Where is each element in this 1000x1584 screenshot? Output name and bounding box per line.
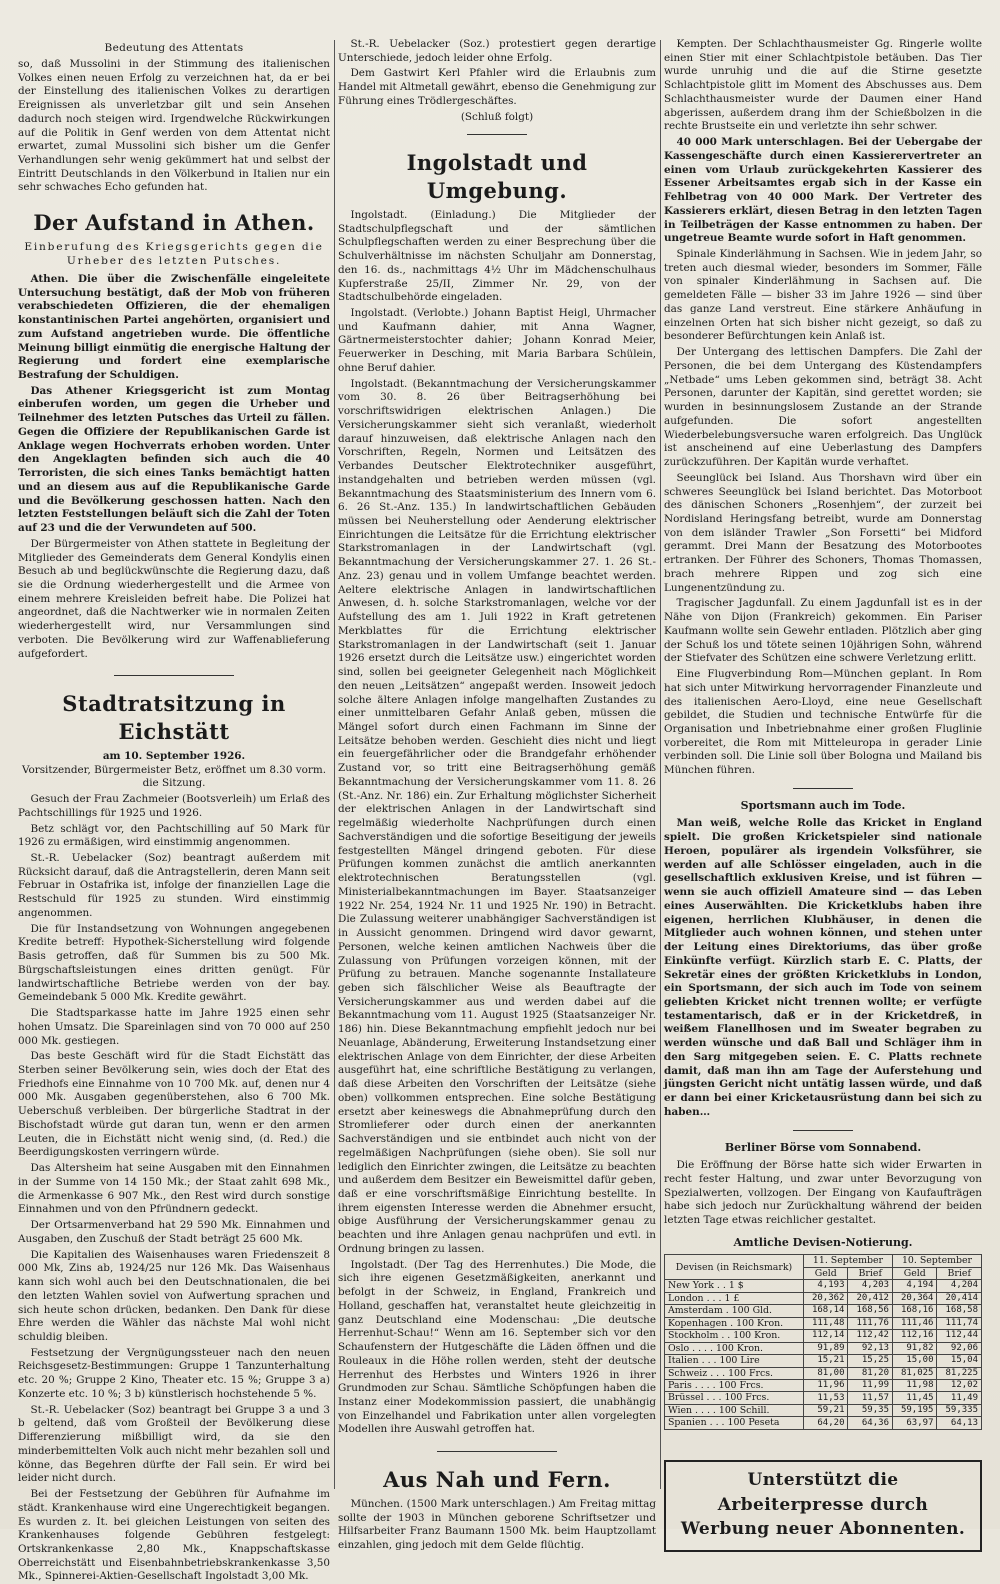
rate-cell: 112,16: [892, 1330, 937, 1342]
currency-cell: Wien . . . . 100 Schill.: [665, 1404, 804, 1416]
table-row: [665, 1355, 982, 1367]
column-rule-left: [334, 40, 335, 1489]
table-header-devisen: Devisen (in Reichsmark): [665, 1255, 804, 1280]
stadtrat-paragraph: Der Ortsarmenverband hat 29 590 Mk. Einnahmen und Ausgaben, den Zuschuß der Stadt beträgt 25 600 Mk.: [18, 1219, 330, 1245]
rate-cell: 168,16: [892, 1305, 937, 1317]
rate-cell: 92,06: [937, 1342, 982, 1354]
rate-cell: 92,13: [848, 1342, 893, 1354]
rate-cell: 112,14: [803, 1330, 848, 1342]
table-header-brief: Brief: [937, 1267, 982, 1279]
table-row: [665, 1330, 982, 1342]
rate-cell: 64,13: [937, 1417, 982, 1429]
currency-cell: Brüssel . . . 100 Frcs.: [665, 1392, 804, 1404]
athen-paragraph-2: Das Athener Kriegsgericht ist zum Montag einberufen worden, um gegen die Urheber und Teilnehmer des letzten Putsches das Urteil zu fällen. Gegen die Offiziere der Republikanischen Garde ist Anklage wegen Hochverrats erhoben worden. Unter den Angeklagten befinden sich auch die 40 Terroristen, die sich eines Tanks bemächtigt hatten und an diesem aus auf die Republikanische Garde und die Bevölkerung geschossen hatten. Nach den letzten Feststellungen beläuft sich die Zahl der Toten auf 23 und die der Verwundeten auf 500.: [18, 384, 330, 535]
article-separator: [467, 134, 527, 135]
article-separator: [793, 788, 853, 789]
rate-cell: 20,362: [803, 1292, 848, 1304]
rate-cell: 63,97: [892, 1417, 937, 1429]
island-paragraph: Seeunglück bei Island. Aus Thorshavn wird über ein schweres Seeunglück bei Island berichtet. Das Motorboot des dänischen Schoners „Rosenhjem“, der zurzeit bei Nordisland Heringsfang betreibt, wurde am Donnerstag von dem isländer Trawler „Son Forsetti“ bei Midford gerammt. Drei Mann der Besatzung des Motorbootes ertranken. Der Führer des Schoners, Thomas Thomassen, brach mehrere Rippen und zog sich eine Lungenentzündung zu.: [664, 471, 982, 594]
rate-cell: 20,364: [892, 1292, 937, 1304]
stadtrat-paragraph: Die Kapitalien des Waisenhauses waren Friedenszeit 8 000 Mk, Zins ab, 1924/25 nur 126 Mk. Das Waisenhaus kann sich wohl auch bei den Deutschnationalen, die bei den letzten Wahlen soviel von Aufwertung sprachen und sich heute schon drücken, bedanken. Den Dank für diese Ehre werden die Wähler das nächste Mal wohl nicht schuldig bleiben.: [18, 1248, 330, 1343]
article-separator: [793, 1130, 853, 1131]
table-row: [665, 1392, 982, 1404]
stadtrat-paragraph: Die Stadtsparkasse hatte im Jahre 1925 einen sehr hohen Umsatz. Die Spareinlagen sind von 70 000 auf 250 000 Mk. gestiegen.: [18, 1007, 330, 1047]
ingolstadt-headline: Ingolstadt und Umgebung.: [406, 150, 588, 204]
rate-cell: 81,00: [803, 1367, 848, 1379]
promo-line-2: Werbung neuer Abonnenten.: [680, 1519, 966, 1540]
ingolstadt-paragraph: Ingolstadt. (Einladung.) Die Mitglieder der Stadtschulpflegschaft und der sämtlichen Schulpflegschaften werden zu einer Besprechung über die Schulverhältnisse im nächsten Schuljahr am Donnerstag, den 16. ds., nachmittags 4½ Uhr im Mädchenschulhaus Kupferstraße 25/II, Zimmer Nr. 29, von der Stadtschulbehörde eingeladen.: [338, 208, 656, 304]
column-1: [18, 38, 330, 1583]
currency-cell: Paris . . . . 100 Frcs.: [665, 1379, 804, 1391]
to-be-continued: (Schluß folgt): [460, 110, 534, 123]
muenchen-paragraph: München. (1500 Mark unterschlagen.) Am Freitag mittag sollte der 1903 in München geborene Schriftsetzer und Hilfsarbeiter Franz Baumann 1500 Mk. beim Hauptzollamt einzahlen, ging jedoch mit dem Gelde flüchtig.: [338, 1497, 656, 1552]
rate-cell: 112,42: [848, 1330, 893, 1342]
attentat-headline: Bedeutung des Attentats: [104, 42, 244, 54]
rate-cell: 11,96: [803, 1379, 848, 1391]
ingolstadt-paragraph: Ingolstadt. (Verlobte.) Johann Baptist Heigl, Uhrmacher und Kaufmann dahier, mit Anna Wagner, Gärtnermeisterstochter dahier; Johann Konrad Meier, Feuerwerker in Desching, mit Maria Barbara Schülein, ohne Beruf dahier.: [338, 306, 656, 374]
rate-cell: 11,99: [848, 1379, 893, 1391]
devisen-table: [664, 1254, 982, 1430]
boerse-headline: Berliner Börse vom Sonnabend.: [724, 1140, 922, 1154]
rate-cell: 81,20: [848, 1367, 893, 1379]
rate-cell: 168,14: [803, 1305, 848, 1317]
athen-paragraph-3: Der Bürgermeister von Athen stattete in Begleitung der Mitglieder des Gemeinderats dem General Kondylis einen Besuch ab und beglückwünschte die Regierung dazu, daß sie die Ordnung wiederhergestellt und die Armee von einem mehrere Kreisleiden befreit habe. Die Polizei hat angeordnet, daß die Nachtwerker wie in normalen Zeiten wiederhergestellt wird, nur Versammlungen sind verboten. Die Bevölkerung wird zur Waffenablieferung aufgefordert.: [18, 537, 330, 660]
table-row: [665, 1367, 982, 1379]
rate-cell: 11,98: [892, 1379, 937, 1391]
stadtrat-paragraph: Betz schlägt vor, den Pachtschilling auf 50 Mark für 1926 zu ermäßigen, wird einstimmig angenommen.: [18, 822, 330, 849]
rate-cell: 112,44: [937, 1330, 982, 1342]
table-header-geld: Geld: [803, 1267, 848, 1279]
currency-cell: Oslo . . . . 100 Kron.: [665, 1342, 804, 1354]
table-header-geld: Geld: [892, 1267, 937, 1279]
sportsmann-paragraph: Man weiß, welche Rolle das Kricket in England spielt. Die großen Kricketspieler sind nationale Heroen, populärer als irgendein Volksführer, sie werden auf alle Schlösser eingeladen, auch in die gesellschaftlich exklusiven Kreise, und ist führen — wenn sie auch offiziell Amateure sind — das Leben eines Auserwählten. Die Kricketklubs haben ihre eigenen, herrlichen Klubhäuser, in denen die Mitglieder auch wohnen können, und stehen unter der Leitung eines Direktoriums, das über große Einkünfte verfügt. Kürzlich starb E. C. Platts, der Sekretär eines der größten Kricketklubs in London, ein Sportsmann, der sich auch im Tode von seinem geliebten Kricket nicht trennen wollte; er verfügte testamentarisch, daß er in der Kricketdreß, in weißem Flanellhosen und im Sweater begraben zu werden wünsche und daß Ball und Schläger ihm in den Sarg mitgegeben seien. E. C. Platts rechnete damit, daß man ihn am Tage der Auferstehung und jüngsten Gericht nicht untätig lassen würde, und daß er dann bei einer Kricketausrüstung dann bei sich zu haben…: [664, 817, 982, 1118]
currency-cell: New York . . 1 $: [665, 1280, 804, 1292]
devisen-table-body: [665, 1280, 982, 1430]
table-row: [665, 1317, 982, 1329]
table-row: [665, 1404, 982, 1416]
rate-cell: 168,58: [937, 1305, 982, 1317]
rate-cell: 4,194: [892, 1280, 937, 1292]
rate-cell: 111,74: [937, 1317, 982, 1329]
currency-cell: Stockholm . . 100 Kron.: [665, 1330, 804, 1342]
devisen-headline: Amtliche Devisen-Notierung.: [733, 1235, 913, 1249]
stadtrat-headline: Stadtratsitzung in Eichstätt: [62, 691, 286, 745]
table-row: [665, 1342, 982, 1354]
stadtrat-paragraph: Das Altersheim hat seine Ausgaben mit den Einnahmen in der Summe von 14 150 Mk.; der Staat zahlt 698 Mk., die Armenkasse 6 907 Mk., den Rest wird durch sonstige Einnahmen und von den Pfründnern gedeckt.: [18, 1162, 330, 1216]
currency-cell: Spanien . . . 100 Peseta: [665, 1417, 804, 1429]
stadtrat-continued: Dem Gastwirt Kerl Pfahler wird die Erlaubnis zum Handel mit Altmetall gewährt, ebenso die Genehmigung zur Führung eines Trödlergeschäftes.: [338, 67, 656, 107]
ingolstadt-paragraph: Ingolstadt. (Bekanntmachung der Versicherungskammer vom 30. 8. 26 über Beitragserhöhung bei vorschriftswidrigen elektrischen Anlagen.) Die Versicherungskammer sieht sich veranlaßt, wiederholt darauf hinzuweisen, daß elektrische Anlagen nach den Vorschriften, Regeln, Normen und Leitsätzen des Verbandes Deutscher Elektrotechniker ausgeführt, instandgehalten und betrieben werden müssen (vgl. Bekanntmachung des Staatsministerium des Innern vom 6. 6. 26 St.-Anz. 135.) In landwirtschaftlichen Gebäuden müssen bei Neuherstellung oder Aenderung elektrischer Einrichtungen die Leitsätze für die Errichtung elektrischer Starkstromanlagen in der Landwirtschaft (vgl. Bekanntmachung der Versicherungskammer 27. 1. 26 St.-Anz. 23) genau und in vollem Umfange beachtet werden. Aeltere elektrische Anlagen in landwirtschaftlichen Anwesen, d. h. solche Starkstromanlagen, welche vor der Aufstellung des am 1. Juli 1922 in Kraft getretenen Merkblattes für die Errichtung elektrischer Starkstromanlagen in der Landwirtschaft (seit 1. Januar 1926 ersetzt durch die Leitsätze usw.) eingerichtet worden sind, sollen bei geeigneter Gelegenheit nach Möglichkeit den neuen „Leitsätzen“ angepaßt werden. Insoweit jedoch solche ältere Anlagen infolge mangelhaften Zustandes zu einer unmittelbaren Gefahr Anlaß geben, müssen die Mängel sofort durch einen Fachmann im Sinne der Leitsätze behoben werden. Geschieht dies nicht und liegt ein feuergefährlicher oder die Brandgefahr erhöhender Zustand vor, so tritt eine Beitragserhöhung gemäß Bekanntmachung der Versicherungskammer vom 11. 8. 26 (St.-Anz. Nr. 186) ein. Zur Erhaltung möglichster Sicherheit der elektrischen Anlagen in der Landwirtschaft sind regelmäßig wiederholte Nachprüfungen durch einen Sachverständigen und die sofortige Beseitigung der jeweils festgestellten Mängel dringend geboten. Für diese Prüfungen kommen zunächst die amtlich anerkannten elektrotechnischen Beratungsstellen (vgl. Ministerialbekanntmachungen im Bayer. Staatsanzeiger 1922 Nr. 254, 1924 Nr. 11 und 1925 Nr. 190) in Betracht. Die Zulassung weiterer unabhängiger Sachverständigen ist in Aussicht genommen. Dringend wird davor gewarnt, Personen, welche keinen amtlichen Nachweis über die Zulassung von Prüfungen vorzeigen können, mit der Prüfung zu betrauen. Manche sogenannte Installateure geben sich fälschlicher Weise als Beauftragte der Versicherungskammer aus und werden dabei auf die Bekanntmachung vom 11. August 1925 (Staatsanzeiger Nr. 186) hin. Diese Bekanntmachung empfiehlt jedoch nur bei Neuanlage, Abänderung, Erweiterung Instandsetzung einer elektrischen Anlage von dem Einrichter, der diese Arbeiten ausgeführt hat, eine schriftliche Bestätigung zu verlangen, daß diese Arbeiten den Vorschriften der Leitsätze (siehe oben) vollkommen entsprechen. Eine solche Bestätigung ersetzt aber keineswegs die Abnahmeprüfung durch den Stromlieferer oder durch einen der anerkannten Sachverständigen und sie entbindet auch nicht von der regelmäßigen Nachprüfungen (siehe oben). Sie soll nur lediglich den Einrichter zwingen, die Leitsätze zu beachten und außerdem dem Besitzer ein Beweismittel dafür geben, daß er eine vorschriftsmäßige Einrichtung bestellte. In ihrem eigensten Interesse werden die Abnehmer ersucht, obige Ausführung der Versicherungskammer genau zu beachten und ihre Anlagen genau nachprüfen und evtl. in Ordnung bringen zu lassen.: [338, 377, 656, 1255]
rate-cell: 11,45: [892, 1392, 937, 1404]
rate-cell: 15,25: [848, 1355, 893, 1367]
promo-box: [664, 1460, 982, 1552]
rate-cell: 12,02: [937, 1379, 982, 1391]
rate-cell: 20,414: [937, 1292, 982, 1304]
dampfer-paragraph: Der Untergang des lettischen Dampfers. Die Zahl der Personen, die bei dem Untergang des Küstendampfers „Netbade“ ums Leben gekommen sind, beträgt 38. Acht Personen, darunter der Kapitän, sind gerettet worden; sie wurden in besinnungslosem Zustande an der Strande aufgefunden. Die sofort angestellten Wiederbelebungsversuche waren erfolgreich. Das Unglück ist anscheinend auf eine Ueberlastung des Dampfers zurückzuführen. Der Kapitän wurde verhaftet.: [664, 346, 982, 469]
article-separator: [114, 675, 234, 676]
rate-cell: 111,76: [848, 1317, 893, 1329]
jagdunfall-paragraph: Tragischer Jagdunfall. Zu einem Jagdunfall ist es in der Nähe von Dijon (Frankreich) gekommen. Ein Pariser Kaufmann wollte sein Gewehr entladen. Plötzlich aber ging der Schuß los und tötete seinen 10jährigen Sohn, während der Stiefvater des Schützen eine schwere Verletzung erlitt.: [664, 597, 982, 665]
rate-cell: 91,82: [892, 1342, 937, 1354]
rate-cell: 91,89: [803, 1342, 848, 1354]
rate-cell: 15,00: [892, 1355, 937, 1367]
stadtrat-paragraph: St.-R. Uebelacker (Soz) beantragt außerdem mit Rücksicht darauf, daß die Antragstellerin, deren Mann seit Februar in Ostafrika ist, infolge der finanziellen Lage die Restschuld für 1925 zu stunden. Wird einstimmig angenommen.: [18, 852, 330, 919]
stadtrat-paragraph: Die für Instandsetzung von Wohnungen angegebenen Kredite betreff: Hypothek-Sicherstellung wird folgende Basis getroffen, daß für Summen bis zu 500 Mk. Bürgschaftsleistungen eines dritten genügt. Für landwirtschaftliche Betriebe werden von der bay. Gemeindebank 5 000 Mk. Kredite gewährt.: [18, 922, 330, 1004]
athen-subheadline: Einberufung des Kriegsgerichts gegen die Urheber des letzten Putsches.: [24, 240, 324, 267]
stadtrat-paragraph: Gesuch der Frau Zachmeier (Bootsverleih) um Erlaß des Pachtschillings für 1925 und 1926.: [18, 793, 330, 819]
stadtrat-date: am 10. September 1926.: [102, 749, 246, 762]
promo-line-1: Unterstützt die Arbeiterpresse durch: [717, 1469, 929, 1515]
rate-cell: 20,412: [848, 1292, 893, 1304]
table-row: [665, 1379, 982, 1391]
rate-cell: 81,225: [937, 1367, 982, 1379]
rate-cell: 4,203: [848, 1280, 893, 1292]
rate-cell: 59,35: [848, 1404, 893, 1416]
currency-cell: Italien . . . 100 Lire: [665, 1355, 804, 1367]
rate-cell: 15,21: [803, 1355, 848, 1367]
currency-cell: London . . . 1 £: [665, 1292, 804, 1304]
table-header-row: [665, 1255, 982, 1267]
article-separator: [437, 1451, 557, 1452]
rate-cell: 168,56: [848, 1305, 893, 1317]
athen-paragraph-1: Athen. Die über die Zwischenfälle eingeleitete Untersuchung bestätigt, daß der Mob von früheren verabschiedeten Offizieren, die der ehemaligen konstantinischen Partei angehörten, organisiert und zum Aufstand angetrieben wurde. Die öffentliche Meinung billigt einmütig die energische Haltung der Regierung und fordert eine exemplarische Bestrafung der Schuldigen.: [18, 272, 330, 381]
essen-paragraph: 40 000 Mark unterschlagen. Bei der Uebergabe der Kassengeschäfte durch einen Kassierervertreter an einen vom Urlaub zurückgekehrten Kassierer des Essener Arbeitsamtes ergab sich in der Kasse ein Fehlbetrag von 40 000 Mark. Der Vertreter des Kassierers erklärt, diesen Betrag in den letzten Tagen in Teilbeträgen der Kasse entnommen zu haben. Der ungetreue Beamte wurde sofort in Haft genommen.: [664, 136, 982, 245]
kempten-paragraph: Kempten. Der Schlachthausmeister Gg. Ringerle wollte einen Stier mit einer Schlachtpistole betäuben. Das Tier wurde unruhig und die auf die Stirne gesetzte Schlachtpistole glitt im Moment des Abschusses aus. Dem Schlachthausmeister wurde der Daumen einer Hand abgerissen, außerdem drang ihm der Schießbolzen in die rechte Brustseite ein und verletzte ihn sehr schwer.: [664, 38, 982, 133]
rate-cell: 11,53: [803, 1392, 848, 1404]
currency-cell: Amsterdam . 100 Gld.: [665, 1305, 804, 1317]
table-header-date-1: 11. September: [803, 1255, 892, 1267]
table-row: [665, 1280, 982, 1292]
attentat-text: so, daß Mussolini in der Stimmung des italienischen Volkes einen neuen Erfolg zu verzeichnen hat, da er bei der Einstellung des italienischen Volkes zu derartigen Ereignissen als unverletzbar gilt und sein Ansehen dadurch noch steigen wird. Irgendwelche Rückwirkungen auf die Politik in Genf werden von dem Attentat nicht erwartet, zumal Mussolini sich bisher um die Genfer Verhandlungen sehr wenig gekümmert hat und selbst der Eintritt Deutschlands in den Völkerbund in Italien nur ein sehr schwaches Echo gefunden hat.: [18, 57, 330, 194]
athen-headline: Der Aufstand in Athen.: [33, 210, 315, 236]
aus-nah-und-fern-headline: Aus Nah und Fern.: [383, 1467, 611, 1493]
rate-cell: 59,335: [937, 1404, 982, 1416]
rate-cell: 4,204: [937, 1280, 982, 1292]
rate-cell: 111,48: [803, 1317, 848, 1329]
stadtrat-paragraph: St.-R. Uebelacker (Soz) beantragt bei Gruppe 3 a und 3 b geltend, daß vom Großteil der Bevölkerung diese Differenzierung mißbilligt wird, da sie den minderbemittelten Volk auch nicht mehr bezahlen soll und könne, das Begehren dürfte der Fall sein. Er wird bei leider nicht durch.: [18, 1403, 330, 1485]
rate-cell: 59,195: [892, 1404, 937, 1416]
rate-cell: 11,57: [848, 1392, 893, 1404]
table-header-date-2: 10. September: [892, 1255, 981, 1267]
rate-cell: 64,20: [803, 1417, 848, 1429]
rate-cell: 64,36: [848, 1417, 893, 1429]
column-rule-right: [660, 40, 661, 1489]
ingolstadt-paragraph: Ingolstadt. (Der Tag des Herrenhutes.) Die Mode, die sich ihre eigenen Gesetzmäßigkeiten, anerkannt und befolgt in der Schweiz, in England, Frankreich und Holland, geschaffen hat, veranstaltet heute gleichzeitig in ganz Deutschland eine Modenschau: „Die deutsche Herrenhut-Schau!“ Wenn am 16. September sich vor den Schaufenstern der Hutgeschäfte die Läden öffnen und die Rouleaux in die Höhe rollen werden, steht der deutsche Herrenhut des Herbstes und Winters 1926 in ihrer Grundmoden zur Schau. Sämtliche Schöpfungen haben die Instanz einer Modekommission passiert, die unabhängig von Einzelhandel und Fabrikation unter allen vorgelegten Modellen ihre Auswahl getroffen hat.: [338, 1258, 656, 1436]
table-header-brief: Brief: [848, 1267, 893, 1279]
rate-cell: 111,46: [892, 1317, 937, 1329]
currency-cell: Kopenhagen . 100 Kron.: [665, 1317, 804, 1329]
boerse-paragraph: Die Eröffnung der Börse hatte sich wider Erwarten in recht fester Haltung, und zwar unter Bevorzugung von Spezialwerten, vollzogen. Der Eingang von Kaufaufträgen habe sich jedoch nur Zurückhaltung während der beiden letzten Tage etwas reichlicher gestaltet.: [664, 1159, 982, 1227]
rate-cell: 81,025: [892, 1367, 937, 1379]
rate-cell: 11,49: [937, 1392, 982, 1404]
sportsmann-headline: Sportsmann auch im Tode.: [740, 798, 906, 812]
flugverbindung-paragraph: Eine Flugverbindung Rom—München geplant. In Rom hat sich unter Mitwirkung hervorragender Finanzleute und des italienischen Aero-Lloyd, eine neue Gesellschaft gebildet, die Studien und technische Entwürfe für die Organisation und Inbetriebnahme einer großen Fluglinie vorbereitet, die Rom mit Mitteleuropa in gerader Linie verbinden soll. Die Linie soll über Bologna und Mailand bis München führen.: [664, 668, 982, 777]
stadtrat-paragraph: Festsetzung der Vergnügungssteuer nach den neuen Reichsgesetz-Bestimmungen: Gruppe 1 Tanzunterhaltung etc. 20 %; Gruppe 2 Kino, Theater etc. 15 %; Gruppe 3 a) Konzerte etc. 10 %; 3 b) künstlerisch hochstehende 5 %.: [18, 1346, 330, 1400]
table-row: [665, 1417, 982, 1429]
stadtrat-paragraph: Das beste Geschäft wird für die Stadt Eichstätt das Sterben seiner Bevölkerung sein, wies doch der Etat des Friedhofs eine Einnahme von 10 700 Mk. auf, denen nur 4 000 Mk. Ausgaben gegenüberstehen, also 6 700 Mk. Ueberschuß verbleiben. Der bürgerliche Stadtrat in der Bischofstadt würde gut daran tun, wenn er den armen Leuten, die in Eichstätt nicht wenig sind, (d. Red.) die Beerdigungskosten verringern würde.: [18, 1050, 330, 1159]
column-2: [338, 38, 656, 1552]
stadtrat-continued: St.-R. Uebelacker (Soz.) protestiert gegen derartige Unterschiede, jedoch leider ohne Erfolg.: [338, 38, 656, 64]
table-row: [665, 1292, 982, 1304]
rate-cell: 59,21: [803, 1404, 848, 1416]
rate-cell: 4,193: [803, 1280, 848, 1292]
rate-cell: 15,04: [937, 1355, 982, 1367]
stadtrat-chair: Vorsitzender, Bürgermeister Betz, eröffnet um 8.30 vorm. die Sitzung.: [21, 763, 327, 790]
currency-cell: Schweiz . . . 100 Frcs.: [665, 1367, 804, 1379]
column-3: [664, 38, 982, 1540]
spinal-paragraph: Spinale Kinderlähmung in Sachsen. Wie in jedem Jahr, so treten auch diesmal wieder, besonders im Sommer, Fälle von spinaler Kinderlähmung in Sachsen auf. Die gemeldeten Fälle — bisher 33 im Jahre 1926 — sind über das ganze Land verstreut. Eine stärkere Anhäufung in einzelnen Orten hat sich bisher nicht gezeigt, so daß zu besonderer Befürchtungen kein Anlaß ist.: [664, 248, 982, 343]
table-row: [665, 1305, 982, 1317]
stadtrat-paragraph: Bei der Festsetzung der Gebühren für Aufnahme im städt. Krankenhause wird eine Ungerechtigkeit begangen. Es wurden z. It. bei gleichen Leistungen von seiten des Krankenhauses folgende Gebühren festgelegt: Ortskrankenkasse 2,80 Mk., Knappschaftskasse Oberreichstätt und Eisenbahnbetriebskrankenkasse 3,50 Mk., Spinnerei-Aktien-Gesellschaft Ingolstadt 3,00 Mk.: [18, 1488, 330, 1583]
